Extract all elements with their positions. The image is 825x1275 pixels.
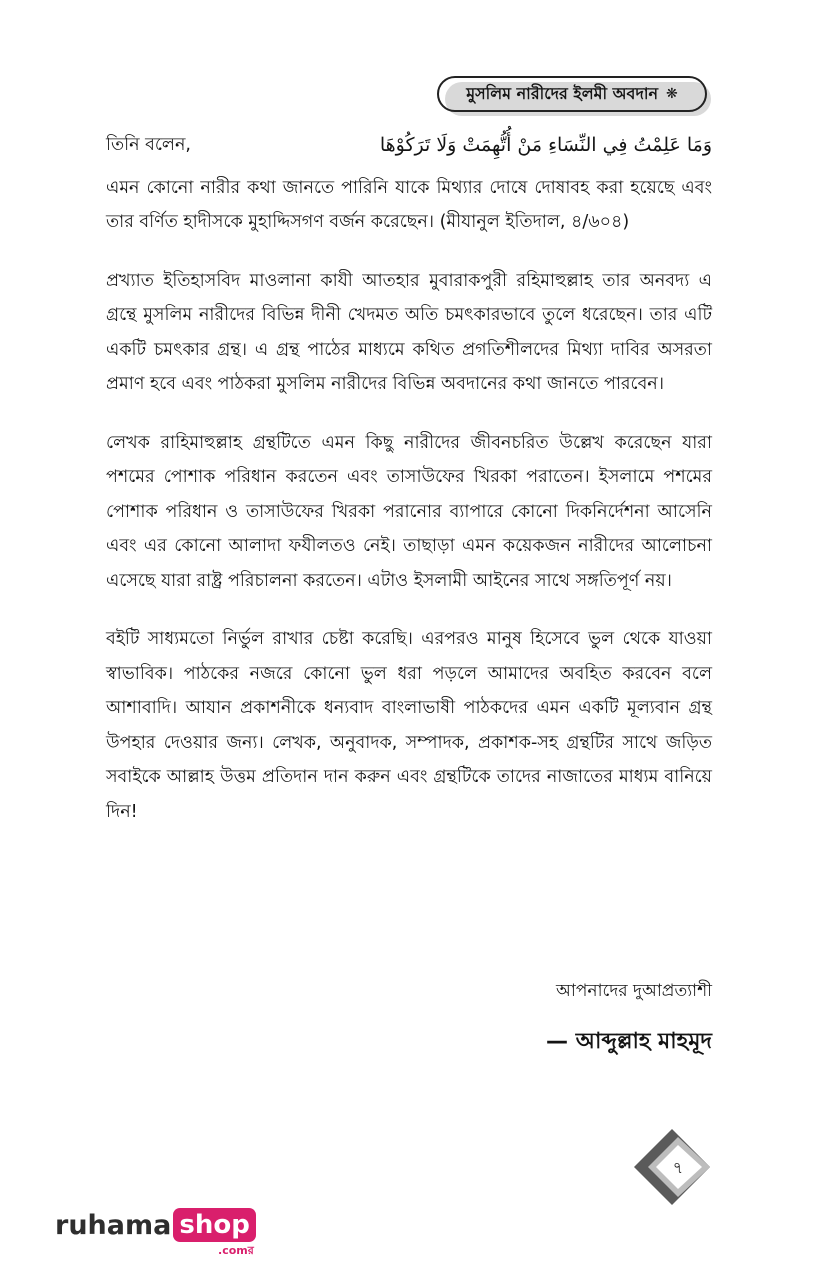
arabic-quote: وَمَا عَلِمْتُ فِي النِّسَاءِ مَنْ أُتُّهِمَتْ وَلَا تَرَكُوْهَا <box>379 134 712 156</box>
logo-highlight-wrap <box>173 1208 255 1257</box>
signature-closing: আপনাদের দুআপ্রত্যাশী <box>556 981 712 1001</box>
header-title: মুসলিম নারীদের ইলমী অবদান <box>466 83 659 103</box>
running-header <box>437 76 707 112</box>
paragraph-2: প্রখ্যাত ইতিহাসবিদ মাওলানা কাযী আতহার মুবারাকপুরী রহিমাহুল্লাহ তার অনবদ্য এ গ্রন্থে মুসলিম নারীদের বিভিন্ন দীনী খেদমত অতি চমৎকারভাবে তুলে ধরেছেন। তার এটি একটি চমৎকার গ্রন্থ। এ গ্রন্থ পাঠের মাধ্যমে কথিত প্রগতিশীলদের মিথ্যা দাবির অসরতা প্রমাণ হবে এবং পাঠকরা মুসলিম নারীদের বিভিন্ন অবদানের কথা জানতে পারবেন। <box>106 270 712 394</box>
logo-highlight: shop <box>173 1208 255 1242</box>
logo-brand: ruhama <box>55 1210 172 1241</box>
signature-name: — আব্দুল্লাহ মাহমূদ <box>546 1029 712 1054</box>
paragraph-4: বইটি সাধ্যমতো নির্ভুল রাখার চেষ্টা করেছি। এরপরও মানুষ হিসেবে ভুল থেকে যাওয়া স্বাভাবিক। পাঠকের নজরে কোনো ভুল ধরা পড়লে আমাদের অবহিত করবেন বলে আশাবাদি। আযান প্রকাশনীকে ধন্যবাদ বাংলাভাষী পাঠকদের এমন একটি মূল্যবান গ্রন্থ উপহার দেওয়ার জন্য। লেখক, অনুবাদক, সম্পাদক, প্রকাশক-সহ গ্রন্থটির সাথে জড়িত সবাইকে আল্লাহ উত্তম প্রতিদান দান করুন এবং গ্রন্থটিকে তাদের নাজাতের মাধ্যম বানিয়ে দিন! <box>106 629 712 822</box>
page-number: ৭ <box>672 1158 684 1177</box>
intro-line <box>106 128 712 163</box>
paragraph-3: লেখক রাহিমাহুল্লাহ গ্রন্থটিতে এমন কিছু নারীদের জীবনচরিত উল্লেখ করেছেন যারা পশমের পোশাক পরিধান করতেন এবং তাসাউফের খিরকা পরাতেন। ইসলামে পশমের পোশাক পরিধান ও তাসাউফের খিরকা পরানোর ব্যাপারে কোনো দিকনির্দেশনা আসেনি এবং এর কোনো আলাদা ফযীলতও নেই। তাছাড়া এমন কয়েকজন নারীদের আলোচনা এসেছে যারা রাষ্ট্র পরিচালনা করতেন। এটাও ইসলামী আইনের সাথে সঙ্গতিপূর্ণ নয়। <box>106 432 712 591</box>
signature-block <box>546 978 712 1061</box>
ornament-icon: ❋ <box>666 86 678 102</box>
watermark-logo <box>55 1208 256 1257</box>
paragraph-1: এমন কোনো নারীর কথা জানতে পারিনি যাকে মিথ্যার দোষে দোষাবহ করা হয়েছে এবং তার বর্ণিত হাদীসকে মুহাদ্দিসগণ বর্জন করেছেন। (মীযানুল ইতিদাল, ৪/৬০৪) <box>106 177 712 232</box>
logo-suffix: .comর <box>218 1244 254 1257</box>
page-body <box>106 128 712 853</box>
page-number-badge <box>630 1125 714 1209</box>
intro-lead: তিনি বলেন, <box>106 135 191 155</box>
